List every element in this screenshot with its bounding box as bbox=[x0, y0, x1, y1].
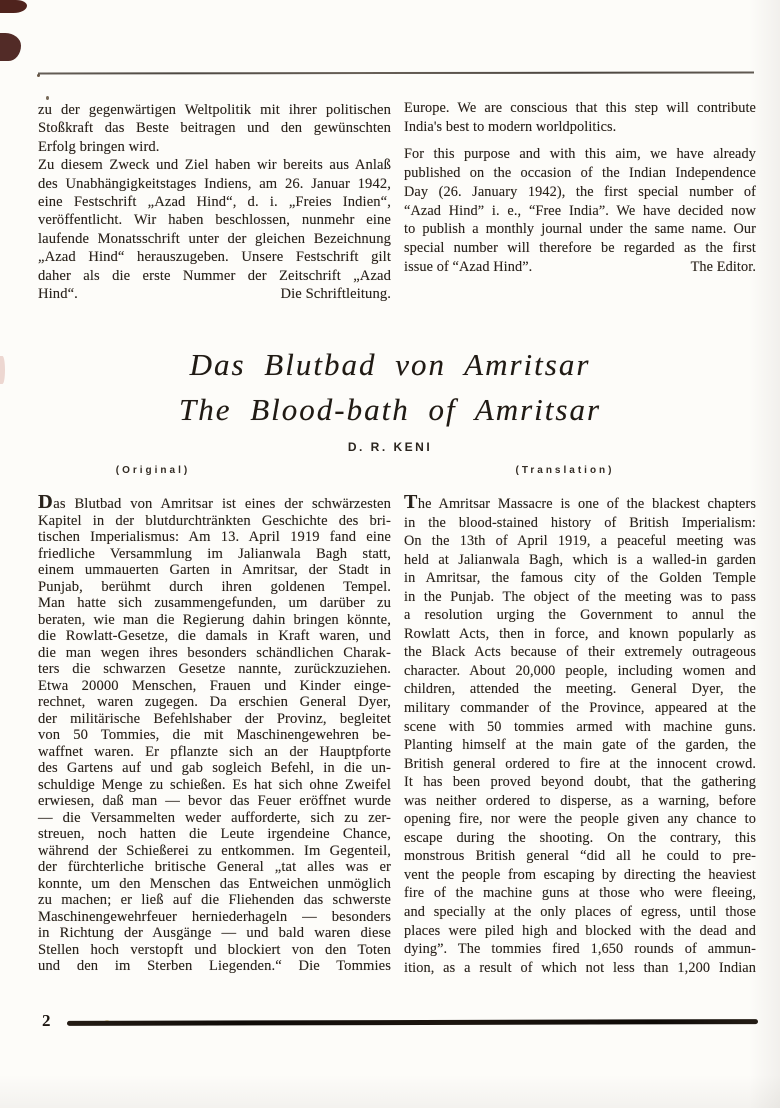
text-line: Etwa 20000 Menschen, Frauen und Kinder einge- bbox=[38, 677, 391, 694]
text-line: ition, as a result of which not less than 1,200 Indian bbox=[404, 959, 756, 976]
text-line: fire of the machine guns at those who were fleeing, bbox=[404, 885, 756, 902]
article-title-german: Das Blutbad von Amritsar bbox=[189, 347, 591, 382]
text-line: friedliche Versammlung im Jalianwala Bagh statt, bbox=[38, 545, 391, 562]
text-line: Erfolg bringen wird. bbox=[38, 138, 160, 155]
text-line: Maschinengewehrfeuer herniederhageln — besonders bbox=[38, 908, 391, 925]
text-line: erwiesen, daß man — bevor das Feuer eröffnet wurde bbox=[38, 793, 391, 809]
bottom-rule bbox=[67, 1019, 758, 1026]
text-line: Planting himself at the main gate of the garden, the bbox=[404, 737, 756, 754]
text-line: published on the occasion of the Indian Independence bbox=[404, 165, 756, 182]
text-line: und den im Sterben Liegenden.“ Die Tommies bbox=[38, 958, 391, 974]
text-line: the Black Acts because of their extremely outrageous bbox=[404, 644, 756, 661]
text-line: rechnet, waren zugegen. Da erschien General Dyer, bbox=[38, 694, 391, 710]
text-line: escape during the shooting. On the contrary, this bbox=[404, 829, 756, 846]
text-line: “Azad Hind” i. e., “Free India”. We have decided now bbox=[404, 202, 756, 219]
text-line: Zu diesem Zweck und Ziel haben wir bereits aus Anlaß bbox=[38, 157, 391, 174]
text-line: India's best to modern worldpolitics. bbox=[404, 118, 617, 135]
text-line: special number will therefore be regarded as the first bbox=[404, 239, 756, 256]
text-line: vent the people from escaping by directing the heaviest bbox=[404, 866, 756, 883]
body-german-column bbox=[38, 492, 391, 975]
text-line: die man wegen ihres besonders schändlichen Charak- bbox=[38, 644, 391, 661]
text-line: For this purpose and with this aim, we have already bbox=[404, 146, 756, 163]
text-line: schuldige Menge zu schießen. Es hat sich ohne Zweifel bbox=[38, 776, 391, 793]
text-line: Das Blutbad von Amritsar ist eines der schwärzesten bbox=[38, 491, 391, 513]
text-line: was neither ordered to disperse, as a warning, before bbox=[404, 792, 756, 809]
text-line: des Gartens auf und gab sogleich Befehl, in die un- bbox=[38, 760, 391, 776]
text-line: tischen Imperialismus: Am 13. April 1919 fand eine bbox=[38, 529, 391, 545]
text-line: konnte, um den Menschen das Entweichen unmöglich bbox=[38, 875, 391, 892]
text-line: in the blood-stained history of British Imperialism: bbox=[404, 514, 756, 531]
label-original: (Original) bbox=[115, 465, 191, 476]
text-line: zu machen; er ließ auf die Fliehenden das schwerste bbox=[38, 892, 391, 908]
scan-artifact-corner-bottom bbox=[0, 33, 21, 61]
text-line: streuen, noch hatten die Leute irgendeine Chance, bbox=[38, 826, 391, 842]
text-line: Man hatte sich zusammengefunden, um darüber zu bbox=[38, 595, 391, 611]
text-line: On the 13th of April 1919, a peaceful meeting was bbox=[404, 533, 756, 550]
text-line: Day (26. January 1942), the first special number of bbox=[404, 183, 756, 200]
body-english-column bbox=[404, 492, 756, 977]
text-line: monstrous British general “did all he could to pre- bbox=[404, 848, 756, 865]
text-line: in the Punjab. The object of the meeting was to pass bbox=[404, 588, 756, 605]
initial-capital: D bbox=[38, 491, 54, 513]
text-line: — die Versammelten weder aufforderte, sich zu zer- bbox=[38, 809, 391, 826]
top-rule bbox=[38, 72, 754, 75]
label-translation: (Translation) bbox=[515, 465, 615, 476]
text-line: opening fire, nor were the people given any chance to bbox=[404, 811, 756, 828]
scan-speck bbox=[46, 96, 49, 100]
author-name: D. R. KENI bbox=[347, 440, 433, 454]
text-line: veröffentlicht. Wir haben beschlossen, nunmehr eine bbox=[38, 212, 391, 229]
text-line: Europe. We are conscious that this step will contribute bbox=[404, 100, 756, 116]
text-line: character. About 20,000 people, including women and bbox=[404, 662, 756, 679]
text-line: Hind“. Die Schriftleitung. bbox=[38, 286, 391, 303]
text-line: places were piled high and blocked with the dead and bbox=[404, 922, 756, 939]
text-line: The Amritsar Massacre is one of the blackest chapters bbox=[404, 491, 756, 513]
text-line: Stoßkraft das Beste beitragen und den gewünschten bbox=[38, 120, 391, 137]
text-line: to publish a monthly journal under the same name. Our bbox=[404, 221, 756, 238]
text-line: laufende Monatsschrift unter der gleichen Bezeichnung bbox=[38, 230, 391, 247]
intro-english-column bbox=[404, 99, 756, 276]
text-line: beraten, wie man die Regierung dahin bringen könnte, bbox=[38, 611, 391, 628]
text-line: military commander of the Province, appeared at the bbox=[404, 700, 756, 717]
text-line: der militärische Befehlshaber der Provinz, begleitet bbox=[38, 710, 391, 727]
text-line: eine Festschrift „Azad Hind“, d. i. „Freies Indien“, bbox=[38, 194, 391, 211]
text-line: a resolution urging the Government to annul the bbox=[404, 607, 756, 624]
text-line: British general ordered to fire at the innocent crowd. bbox=[404, 755, 756, 772]
text-line: children, attended the meeting. General Dyer, the bbox=[404, 681, 756, 698]
scan-artifact-corner-top bbox=[0, 0, 27, 13]
text-line: in Amritsar, the famous city of the Golden Temple bbox=[404, 570, 756, 587]
text-line: „Azad Hind“ herauszugeben. Unsere Festschrift gilt bbox=[38, 249, 391, 266]
text-line: and specially at the only places of egress, until those bbox=[404, 904, 756, 921]
text-line: ters die schwarzen Gesetze nannte, zurückzuziehen. bbox=[38, 661, 391, 677]
text-line: der fürchterliche britische General „tat alles was er bbox=[38, 859, 391, 875]
text-line: die Rowlatt-Gesetze, die damals in Kraft waren, und bbox=[38, 628, 391, 644]
text-line: issue of “Azad Hind”. The Editor. bbox=[404, 258, 756, 275]
text-line: zu der gegenwärtigen Weltpolitik mit ihrer politischen bbox=[38, 102, 391, 118]
text-line: von 50 Tommies, die mit Maschinengewehren be- bbox=[38, 727, 391, 743]
text-line: Stellen hoch verstopft und blockiert von den Toten bbox=[38, 941, 391, 958]
text-line: daher als die erste Nummer der Zeitschrift „Azad bbox=[38, 267, 391, 284]
text-line: des Unabhängigkeitstages Indiens, am 26. Januar 1942, bbox=[38, 175, 391, 192]
text-line: während der Schießerei zu entkommen. Im Gegenteil, bbox=[38, 842, 391, 859]
text-line: scene with 50 tommies armed with machine guns. bbox=[404, 718, 756, 735]
text-line: Kapitel in der blutdurchtränkten Geschichte des bri- bbox=[38, 512, 391, 529]
text-line: waffnet waren. Er pflanzte sich an der Hauptpforte bbox=[38, 743, 391, 760]
text-line: It has been proved beyond doubt, that the gathering bbox=[404, 774, 756, 791]
text-line: Punjab, berühmt durch ihren goldenen Tempel. bbox=[38, 578, 391, 595]
intro-german-column bbox=[38, 101, 391, 303]
article-title-english: The Blood-bath of Amritsar bbox=[178, 392, 602, 427]
initial-capital: T bbox=[404, 491, 418, 513]
text-line: Rowlatt Acts, then in force, and known popularly as bbox=[404, 625, 756, 642]
text-line: held at Jalianwala Bagh, which is a walled-in garden bbox=[404, 551, 756, 568]
text-line: einem ummauerten Garten in Amritsar, der Stadt in bbox=[38, 562, 391, 578]
page-number: 2 bbox=[42, 1011, 51, 1030]
text-line: in Richtung der Ausgänge — und bald waren diese bbox=[38, 925, 391, 941]
text-line: dying”. The tommies fired 1,650 rounds of ammun- bbox=[404, 941, 756, 958]
